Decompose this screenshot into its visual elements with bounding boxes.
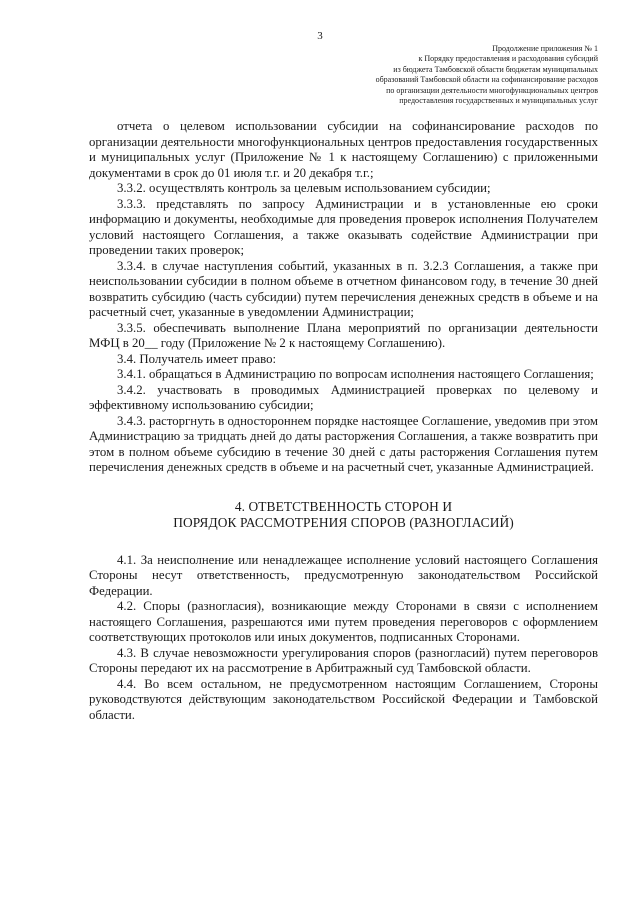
paragraph-3-3-3: 3.3.3. представлять по запросу Администрации и в установленные ею сроки информацию и документы, необходимые для проведения проверок исполнения Получателем условий настоящего Соглашения, а также оказывать содействие Администрации при проведении таких проверок; bbox=[89, 196, 598, 257]
section-title-line-2: ПОРЯДОК РАССМОТРЕНИЯ СПОРОВ (РАЗНОГЛАСИЙ) bbox=[173, 514, 514, 530]
section-4-title bbox=[89, 499, 598, 531]
header-note-line: Продолжение приложения № 1 bbox=[492, 44, 598, 53]
paragraph-4-4: 4.4. Во всем остальном, не предусмотренном настоящим Соглашением, Стороны руководствуются действующим законодательством Российской Федерации и Тамбовской области. bbox=[89, 676, 598, 722]
header-note-line: предоставления государственных и муниципальных услуг bbox=[399, 96, 598, 106]
header-note-line: образований Тамбовской области на софинансирование расходов bbox=[375, 75, 598, 85]
paragraph-3-4-3: 3.4.3. расторгнуть в одностороннем порядке настоящее Соглашение, уведомив при этом Администрацию за тридцать дней до даты расторжения Соглашения, а также возвратить при этом в полном объеме субсидию в течение 30 дней с даты расторжения Соглашения путем перечисления денежных средств в объеме и на расчетный счет, указанные Администрацией. bbox=[89, 413, 598, 474]
header-note-line: из бюджета Тамбовской области бюджетам муниципальных bbox=[393, 64, 598, 74]
header-note-line: по организации деятельности многофункциональных центров bbox=[386, 85, 598, 95]
paragraph-continuation: отчета о целевом использовании субсидии на софинансирование расходов по организации деятельности многофункциональных центров предоставления государственных и муниципальных услуг (Приложение № 1 к настоящему Соглашению) с приложенными документами в срок до 01 июля т.г. и 20 декабря т.г.; bbox=[89, 119, 598, 180]
paragraph-3-4: 3.4. Получатель имеет право: bbox=[117, 351, 277, 366]
paragraph-4-3: 4.3. В случае невозможности урегулирования споров (разногласий) путем переговоров Стороны передают их на рассмотрение в Арбитражный суд Тамбовской области. bbox=[89, 645, 598, 675]
page-number: 3 bbox=[317, 30, 323, 42]
paragraph-3-3-5: 3.3.5. обеспечивать выполнение Плана мероприятий по организации деятельности МФЦ в 20__ году (Приложение № 2 к настоящему Соглашению). bbox=[89, 320, 598, 350]
paragraph-4-1: 4.1. За неисполнение или ненадлежащее исполнение условий настоящего Соглашения Стороны несут ответственность, предусмотренную законодательством Российской Федерации. bbox=[89, 552, 598, 598]
paragraph-3-4-2: 3.4.2. участвовать в проводимых Администрацией проверках по целевому и эффективному использованию субсидии; bbox=[89, 382, 598, 412]
paragraph-3-4-1: 3.4.1. обращаться в Администрацию по вопросам исполнения настоящего Соглашения; bbox=[117, 367, 594, 381]
paragraph-4-2: 4.2. Споры (разногласия), возникающие между Сторонами в связи с исполнением настоящего Соглашения, разрешаются ими путем проведения переговоров с оформлением соответствующих протоколов или иных документов, подписанных Сторонами. bbox=[89, 599, 598, 644]
document-body bbox=[89, 119, 598, 723]
paragraph-3-3-2: 3.3.2. осуществлять контроль за целевым использованием субсидии; bbox=[117, 181, 491, 195]
header-note-line: к Порядку предоставления и расходования субсидий bbox=[418, 54, 598, 64]
section-title-line-1: 4. ОТВЕТСТВЕННОСТЬ СТОРОН И bbox=[234, 498, 453, 514]
appendix-header-note bbox=[298, 44, 598, 106]
paragraph-3-3-4: 3.3.4. в случае наступления событий, указанных в п. 3.2.3 Соглашения, а также при неиспользовании субсидии в полном объеме в отчетном финансовом году, в течение 30 дней возвратить субсидию (часть субсидии) путем перечисления денежных средств в объеме и на расчетный счет, указанные в уведомлении Администрации; bbox=[89, 258, 598, 319]
